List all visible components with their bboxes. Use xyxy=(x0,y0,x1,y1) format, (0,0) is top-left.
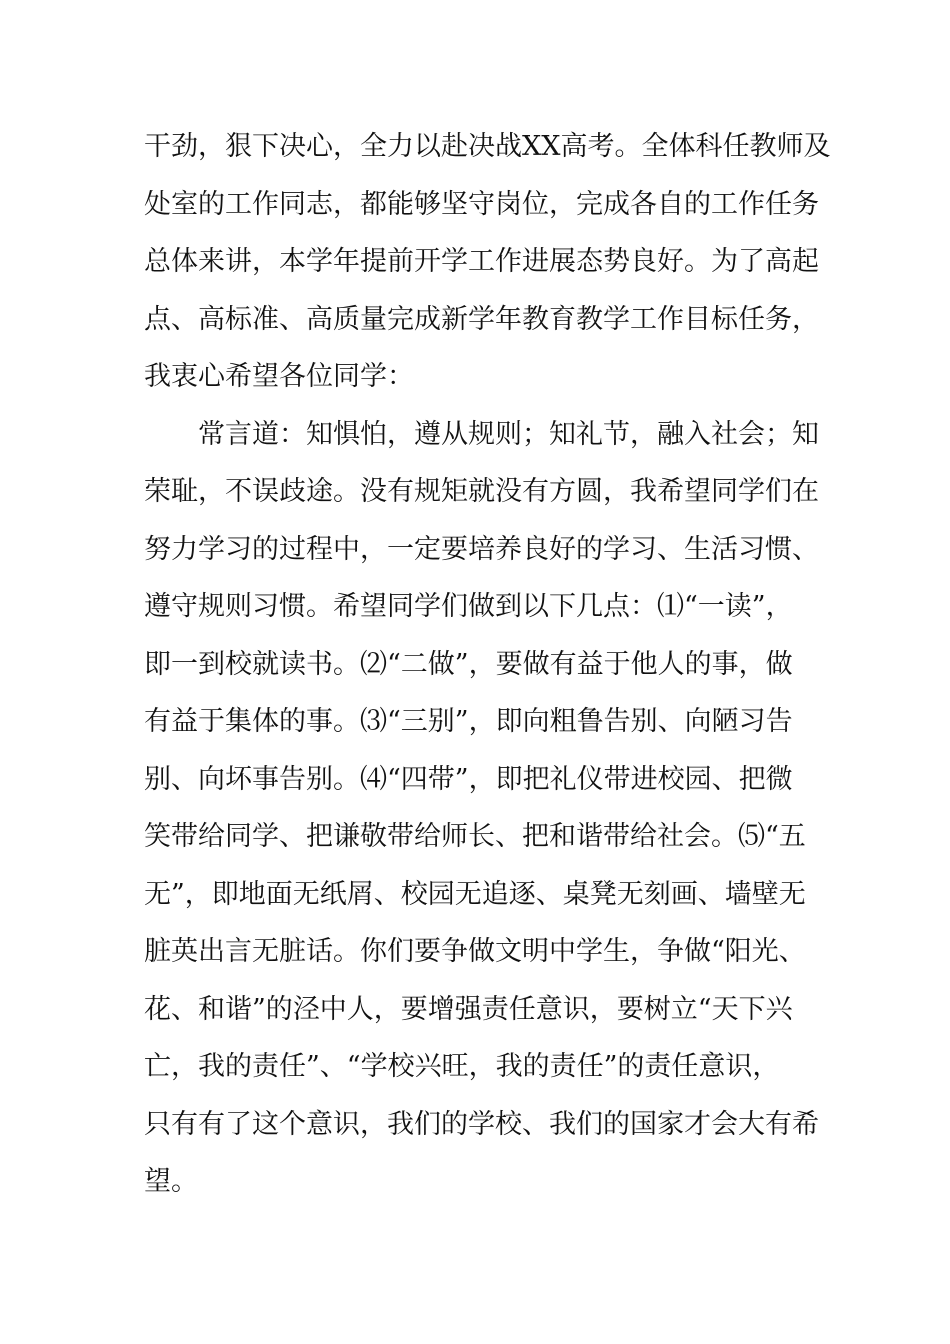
paragraph-2 xyxy=(144,406,824,1211)
paragraph-line: 处室的工作同志，都能够坚守岗位，完成各自的工作任务 xyxy=(144,188,819,220)
paragraph-line: 点、高标准、高质量完成新学年教育教学工作目标任务， xyxy=(144,303,819,335)
paragraph-line: 有益于集体的事。⑶“三别”，即向粗鲁告别、向陋习告 xyxy=(144,706,793,737)
paragraph-line: 脏英出言无脏话。你们要争做文明中学生，争做“阳光、 xyxy=(144,936,806,967)
paragraph-line: 只有有了这个意识，我们的学校、我们的国家才会大有希 xyxy=(144,1108,819,1140)
paragraph-line: 荣耻，不误歧途。没有规矩就没有方圆，我希望同学们在 xyxy=(144,476,819,507)
paragraph-line: 常言道：知惧怕，遵从规则；知礼节，融入社会；知 xyxy=(198,418,819,450)
paragraph-line: 努力学习的过程中，一定要培养良好的学习、生活习惯、 xyxy=(144,533,819,565)
paragraph-line: 亡，我的责任”、“学校兴旺，我的责任”的责任意识， xyxy=(144,1051,780,1082)
paragraph-line: 别、向坏事告别。⑷“四带”，即把礼仪带进校园、把微 xyxy=(144,763,793,795)
paragraph-line: 无”，即地面无纸屑、校园无追逐、桌凳无刻画、墙壁无 xyxy=(144,878,806,910)
paragraph-line: 花、和谐”的泾中人，要增强责任意识，要树立“天下兴 xyxy=(144,993,793,1025)
paragraph-line: 即一到校就读书。⑵“二做”，要做有益于他人的事，做 xyxy=(144,648,793,680)
paragraph-1 xyxy=(144,118,831,406)
paragraph-line: 遵守规则习惯。希望同学们做到以下几点：⑴“一读”， xyxy=(144,591,793,622)
paragraph-line: 我衷心希望各位同学： xyxy=(144,361,414,392)
paragraph-line: 望。 xyxy=(144,1166,198,1197)
paragraph-line: 笑带给同学、把谦敬带给师长、把和谐带给社会。⑸“五 xyxy=(144,821,806,852)
paragraph-line: 总体来讲，本学年提前开学工作进展态势良好。为了高起 xyxy=(144,246,819,277)
document-body xyxy=(144,118,831,1211)
paragraph-line: 干劲，狠下决心，全力以赴决战XX高考。全体科任教师及 xyxy=(144,131,831,162)
